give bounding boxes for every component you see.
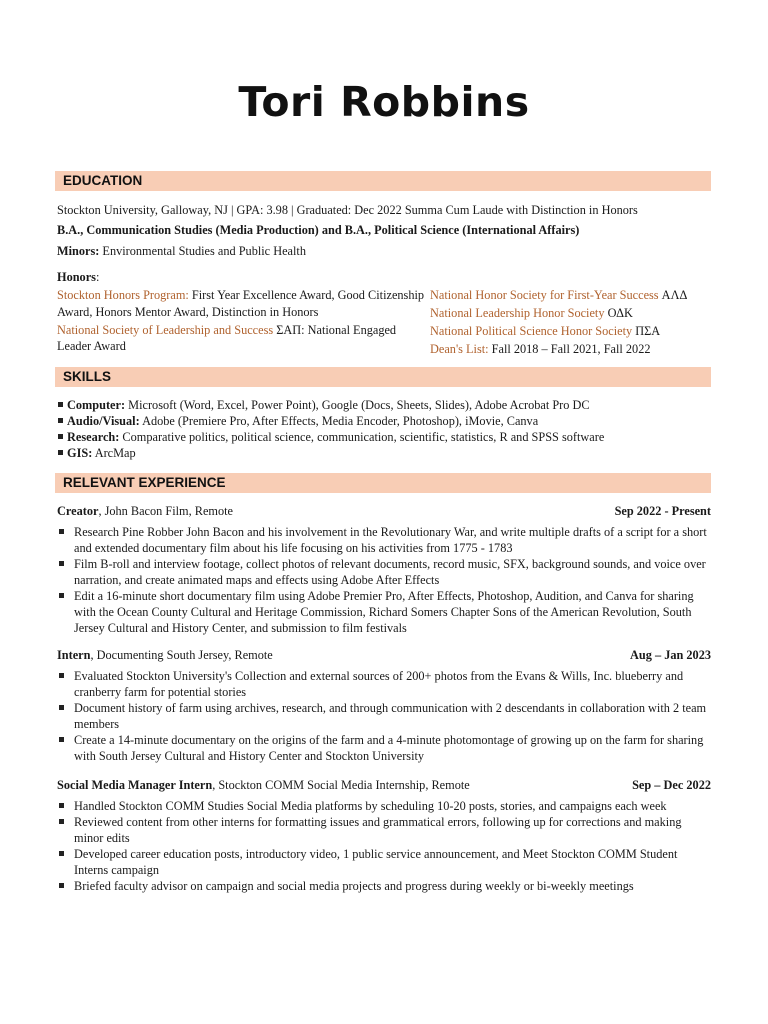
list-item	[57, 429, 713, 445]
list-item	[57, 397, 713, 413]
skill-text: Adobe (Premiere Pro, After Effects, Media Encoder, Photoshop), iMovie, Canva	[139, 414, 539, 428]
list-item	[57, 846, 713, 878]
education-heading: EDUCATION	[55, 171, 711, 191]
list-item	[57, 524, 713, 556]
list-item	[57, 732, 713, 764]
job-title: Social Media Manager Intern	[57, 778, 213, 792]
skill-text: ArcMap	[92, 446, 136, 460]
honor-item	[430, 305, 720, 322]
list-item	[57, 700, 713, 732]
job-title-line	[57, 777, 470, 793]
minors-value: Environmental Studies and Public Health	[99, 244, 306, 258]
honors-right-column	[430, 287, 720, 359]
list-item	[57, 588, 713, 636]
honor-label: National Society of Leadership and Success	[57, 322, 274, 337]
bullet-square-icon	[59, 593, 64, 598]
job-title: Intern	[57, 648, 91, 662]
list-item	[57, 413, 713, 429]
bullet-text: Handled Stockton COMM Studies Social Media platforms by scheduling 10-20 posts, stories, and campaigns each week	[74, 799, 667, 813]
bullet-square-icon	[59, 561, 64, 566]
honor-item	[430, 341, 720, 358]
minors-line	[57, 243, 306, 259]
skill-label: Audio/Visual:	[67, 414, 140, 428]
job-org: , John Bacon Film, Remote	[98, 504, 234, 518]
job-date: Aug – Jan 2023	[630, 648, 711, 662]
bullet-square-icon	[59, 673, 64, 678]
honor-text: ΑΛΔ	[658, 288, 688, 302]
honor-text: ΣΑΠ: National Engaged Leader Award	[57, 322, 397, 353]
job-title-line	[57, 503, 233, 519]
list-item	[57, 798, 713, 814]
bullet-square-icon	[59, 737, 64, 742]
skill-text: Microsoft (Word, Excel, Power Point), Google (Docs, Sheets, Slides), Adobe Acrobat Pro DC	[125, 398, 590, 412]
bullet-square-icon	[59, 851, 64, 856]
bullet-square-icon	[58, 418, 63, 423]
honor-label: Dean's List:	[430, 342, 489, 356]
job-bullets	[57, 798, 713, 894]
skill-text: Comparative politics, political science, communication, scientific, statistics, R and SPSS software	[119, 430, 605, 444]
honor-item	[57, 322, 425, 355]
honor-label: Stockton Honors Program:	[57, 288, 189, 302]
experience-heading: RELEVANT EXPERIENCE	[55, 473, 711, 493]
job-header	[57, 777, 711, 793]
bullet-square-icon	[59, 803, 64, 808]
job-bullets	[57, 668, 713, 764]
resume-name: Tori Robbins	[238, 78, 530, 126]
minors-label: Minors:	[57, 244, 100, 258]
honor-label: National Political Science Honor Society	[430, 324, 633, 338]
bullet-square-icon	[59, 819, 64, 824]
job-header	[57, 503, 711, 519]
list-item	[57, 445, 713, 461]
bullet-text: Create a 14-minute documentary on the origins of the farm and a 4-minute photomontage of growing up on the farm for sharing with South Jersey Cultural and History Center and Stockton University	[74, 733, 704, 763]
bullet-text: Edit a 16-minute short documentary film using Adobe Premier Pro, After Effects, Photoshop, Audition, and Canva for sharing with the Ocean County Cultural and Heritage Commission, Richard Somers Chapter Sons of the American Revolution, South Jersey Cultural and History Center, and submission to film festivals	[74, 589, 694, 635]
honor-text: Fall 2018 – Fall 2021, Fall 2022	[488, 342, 651, 356]
list-item	[57, 668, 713, 700]
job-date: Sep 2022 - Present	[614, 504, 711, 518]
honor-label: National Leadership Honor Society	[430, 306, 605, 320]
skill-label: Computer:	[67, 398, 126, 412]
job-header	[57, 647, 711, 663]
list-item	[57, 556, 713, 588]
bullet-square-icon	[58, 450, 63, 455]
bullet-square-icon	[59, 883, 64, 888]
job-bullets	[57, 524, 713, 636]
bullet-text: Document history of farm using archives, research, and through communication with 2 descendants in collaboration with 2 team members	[74, 701, 707, 731]
honor-text: ΟΔΚ	[604, 306, 633, 320]
honor-item	[430, 323, 720, 340]
bullet-square-icon	[59, 705, 64, 710]
honor-text: ΠΣΑ	[632, 324, 661, 338]
bullet-text: Evaluated Stockton University's Collection and external sources of 200+ photos from the Evans & Wills, Inc. blueberry and cranberry farm for potential stories	[74, 669, 684, 699]
skill-label: GIS:	[67, 446, 93, 460]
job-title: Creator	[57, 504, 99, 518]
honors-colon: :	[95, 270, 100, 284]
list-item	[57, 878, 713, 894]
school-line: Stockton University, Galloway, NJ | GPA: 3.98 | Graduated: Dec 2022 Summa Cum Laude with Distinction in Honors	[57, 203, 638, 217]
honors-left-column	[57, 287, 425, 356]
bullet-text: Reviewed content from other interns for formatting issues and grammatical errors, following up for corrections and making minor edits	[74, 815, 682, 845]
bullet-text: Briefed faculty advisor on campaign and social media projects and progress during weekly or bi-weekly meetings	[74, 879, 634, 893]
job-title-line	[57, 647, 273, 663]
honor-text: First Year Excellence Award, Good Citizenship Award, Honors Mentor Award, Distinction in Honors	[57, 288, 425, 319]
degree-line: B.A., Communication Studies (Media Production) and B.A., Political Science (International Affairs)	[57, 223, 580, 237]
bullet-square-icon	[58, 434, 63, 439]
skill-label: Research:	[67, 430, 120, 444]
bullet-text: Film B-roll and interview footage, collect photos of relevant documents, record music, SFX, background sounds, and voice over narration, and create animated maps and effects using Adobe After Effects	[74, 557, 706, 587]
honor-item	[57, 287, 425, 320]
honors-label-line	[57, 269, 99, 285]
bullet-square-icon	[59, 529, 64, 534]
honor-item	[430, 287, 720, 304]
honor-label: National Honor Society for First-Year Success	[430, 288, 659, 302]
job-date: Sep – Dec 2022	[632, 778, 711, 792]
skills-heading: SKILLS	[55, 367, 711, 387]
skills-list	[57, 397, 713, 461]
honors-label: Honors	[57, 270, 96, 284]
list-item	[57, 814, 713, 846]
job-org: , Stockton COMM Social Media Internship, Remote	[212, 778, 470, 792]
bullet-square-icon	[58, 402, 63, 407]
bullet-text: Developed career education posts, introductory video, 1 public service announcement, and Meet Stockton COMM Student Interns campaign	[74, 847, 678, 877]
bullet-text: Research Pine Robber John Bacon and his involvement in the Revolutionary War, and write multiple drafts of a script for a short and extended documentary film about his life focusing on his activities from 1775 - 1783	[74, 525, 707, 555]
job-org: , Documenting South Jersey, Remote	[90, 648, 273, 662]
